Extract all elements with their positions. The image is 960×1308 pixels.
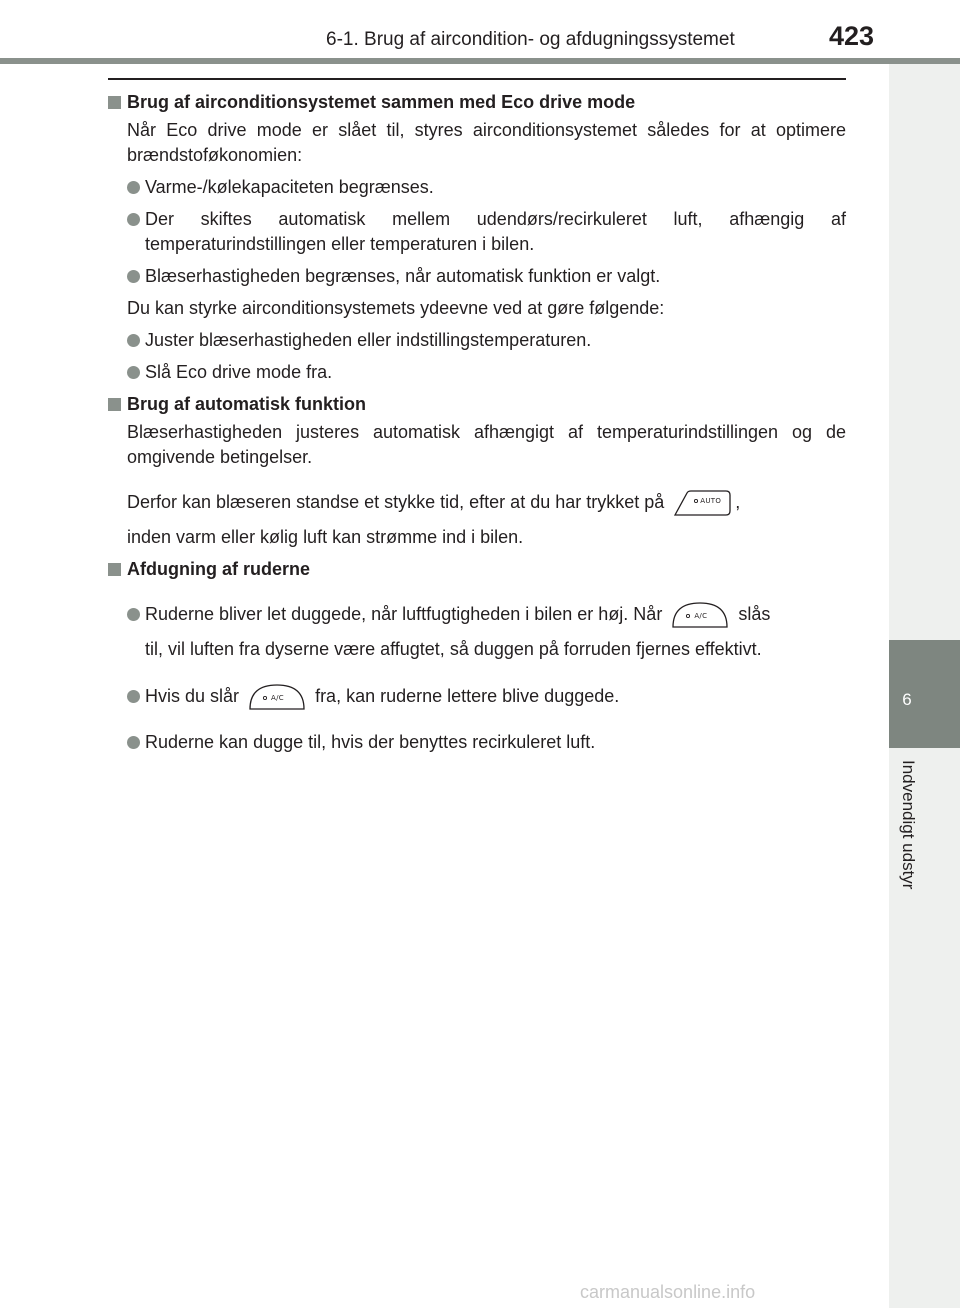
- defog-bullet-1: [108, 602, 846, 628]
- chapter-number: 6: [902, 690, 912, 709]
- auto-text-2: [127, 490, 846, 516]
- page-content: [108, 90, 846, 755]
- auto-button-label: AUTO: [700, 497, 722, 505]
- eco-bullet-2: [108, 207, 846, 257]
- circle-bullet-icon: [127, 736, 140, 749]
- circle-bullet-icon: [127, 270, 140, 283]
- eco-bullet-2-text: Der skiftes automatisk mellem udendørs/recirkuleret luft, afhængig af temperaturindstillingen eller temperaturen i bilen.: [145, 209, 846, 254]
- defog-heading: [108, 557, 846, 582]
- defog-bullet-3: [108, 730, 846, 755]
- eco-improve-bullet-2: [108, 360, 846, 385]
- circle-bullet-icon: [127, 181, 140, 194]
- auto-heading: [108, 392, 846, 417]
- defog-bullet-3-text: Ruderne kan dugge til, hvis der benyttes recirkuleret luft.: [145, 732, 596, 752]
- circle-bullet-icon: [127, 608, 140, 621]
- chapter-label: Indvendigt udstyr: [899, 760, 918, 890]
- eco-bullet-1: [108, 175, 846, 200]
- circle-bullet-icon: [127, 366, 140, 379]
- ac-button-label: A/C: [271, 694, 284, 702]
- auto-heading-text: Brug af automatisk funktion: [127, 394, 367, 414]
- eco-bullet-1-text: Varme-/kølekapaciteten begrænses.: [145, 177, 434, 197]
- section-title: 6-1. Brug af aircondition- og afdugningssystemet: [326, 29, 735, 50]
- page-number: 423: [829, 21, 875, 51]
- circle-bullet-icon: [127, 334, 140, 347]
- square-bullet-icon: [108, 96, 121, 109]
- eco-improve-bullet-1-text: Juster blæserhastigheden eller indstillingstemperaturen.: [145, 330, 592, 350]
- content-top-rule: [108, 78, 846, 80]
- defog-bullet-1-before: Ruderne bliver let duggede, når luftfugtigheden i bilen er høj. Når: [145, 604, 663, 624]
- eco-intro: Når Eco drive mode er slået til, styres airconditionsystemet således for at optimere brændstoføkonomien:: [127, 120, 846, 165]
- eco-heading-text: Brug af airconditionsystemet sammen med Eco drive mode: [127, 92, 636, 112]
- square-bullet-icon: [108, 563, 121, 576]
- circle-bullet-icon: [127, 213, 140, 226]
- eco-improve-bullet-1: [108, 328, 846, 353]
- ac-button-icon: [671, 602, 729, 628]
- auto-text-3: inden varm eller kølig luft kan strømme ind i bilen.: [127, 527, 524, 547]
- defog-bullet-1-cont: til, vil luften fra dyserne være affugtet, så duggen på forruden fjernes effektivt.: [145, 639, 762, 659]
- defog-heading-text: Afdugning af ruderne: [127, 559, 310, 579]
- eco-improve-text: Du kan styrke airconditionsystemets ydeevne ved at gøre følgende:: [127, 298, 665, 318]
- eco-bullet-3-text: Blæserhastigheden begrænses, når automatisk funktion er valgt.: [145, 266, 661, 286]
- eco-heading: [108, 90, 846, 115]
- circle-bullet-icon: [127, 690, 140, 703]
- defog-bullet-2-before: Hvis du slår: [145, 686, 240, 706]
- defog-bullet-1-after: slås: [738, 604, 771, 624]
- defog-bullet-2: [108, 684, 846, 710]
- eco-improve-bullet-2-text: Slå Eco drive mode fra.: [145, 362, 333, 382]
- square-bullet-icon: [108, 398, 121, 411]
- auto-text-2-before: Derfor kan blæseren standse et stykke tid, efter at du har trykket på: [127, 492, 665, 512]
- auto-text-1: Blæserhastigheden justeres automatisk afhængigt af temperaturindstillingen og de omgivende betingelser.: [127, 422, 846, 467]
- watermark: carmanualsonline.info: [580, 1282, 756, 1302]
- ac-button-icon: [248, 684, 306, 710]
- auto-button-icon: [673, 490, 731, 516]
- header-rule: [0, 58, 960, 64]
- eco-bullet-3: [108, 264, 846, 289]
- ac-button-label: A/C: [694, 612, 708, 620]
- auto-text-2-after: ,: [735, 492, 741, 512]
- defog-bullet-2-after: fra, kan ruderne lettere blive duggede.: [315, 686, 620, 706]
